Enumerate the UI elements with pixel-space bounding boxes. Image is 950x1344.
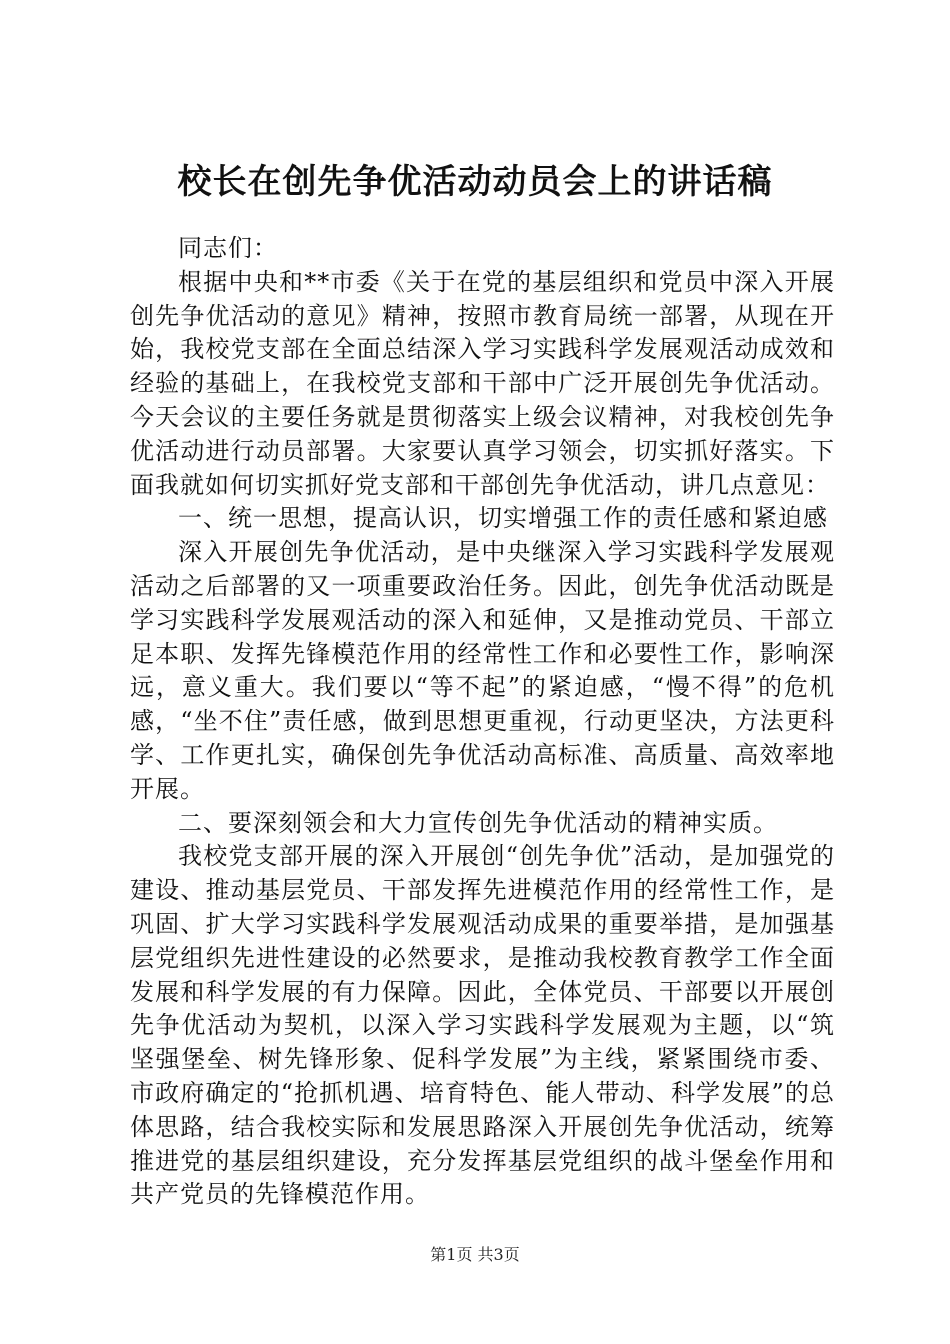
- salutation-paragraph: 同志们：: [178, 234, 278, 262]
- page-footer: 第1页 共3页: [430, 1245, 520, 1264]
- intro-paragraph: 根据中央和**市委《关于在党的基层组织和党员中深入开展创先争优活动的意见》精神，按照市教育局统一部署，从现在开始，我校党支部在全面总结深入学习实践科学发展观活动成效和经验的基础上，在我校党支部和干部中广泛开展创先争优活动。今天会议的主要任务就是贯彻落实上级会议精神，对我校创先争优活动进行动员部署。大家要认真学习领会，切实抓好落实。下面我就如何切实抓好党支部和干部创先争优活动，讲几点意见：: [130, 267, 835, 499]
- body-paragraph: 我校党支部开展的深入开展创“创先争优”活动，是加强党的建设、推动基层党员、干部发挥先进模范作用的经常性工作，是巩固、扩大学习实践科学发展观活动成果的重要举措，是加强基层党组织先进性建设的必然要求，是推动我校教育教学工作全面发展和科学发展的有力保障。因此，全体党员、干部要以开展创先争优活动为契机，以深入学习实践科学发展观为主题，以“筑坚强堡垒、树先锋形象、促科学发展”为主线，紧紧围绕市委、市政府确定的“抢抓机遇、培育特色、能人带动、科学发展”的总体思路，结合我校实际和发展思路深入开展创先争优活动，统筹推进党的基层组织建设，充分发挥基层党组织的战斗堡垒作用和共产党员的先锋模范作用。: [130, 842, 835, 1209]
- section-heading-2: 二、要深刻领会和大力宣传创先争优活动的精神实质。: [178, 808, 778, 837]
- section-heading-1: 一、统一思想，提高认识，切实增强工作的责任感和紧迫感: [178, 504, 828, 533]
- body-paragraph: 深入开展创先争优活动，是中央继深入学习实践科学发展观活动之后部署的又一项重要政治任务。因此，创先争优活动既是学习实践科学发展观活动的深入和延伸，又是推动党员、干部立足本职、发挥先锋模范作用的经常性工作和必要性工作，影响深远，意义重大。我们要以“等不起”的紧迫感，“慢不得”的危机感，“坐不住”责任感，做到思想更重视，行动更坚决，方法更科学、工作更扎实，确保创先争优活动高标准、高质量、高效率地开展。: [130, 538, 835, 803]
- document-title: 校长在创先争优活动动员会上的讲话稿: [177, 162, 773, 202]
- document-body: [130, 232, 835, 1212]
